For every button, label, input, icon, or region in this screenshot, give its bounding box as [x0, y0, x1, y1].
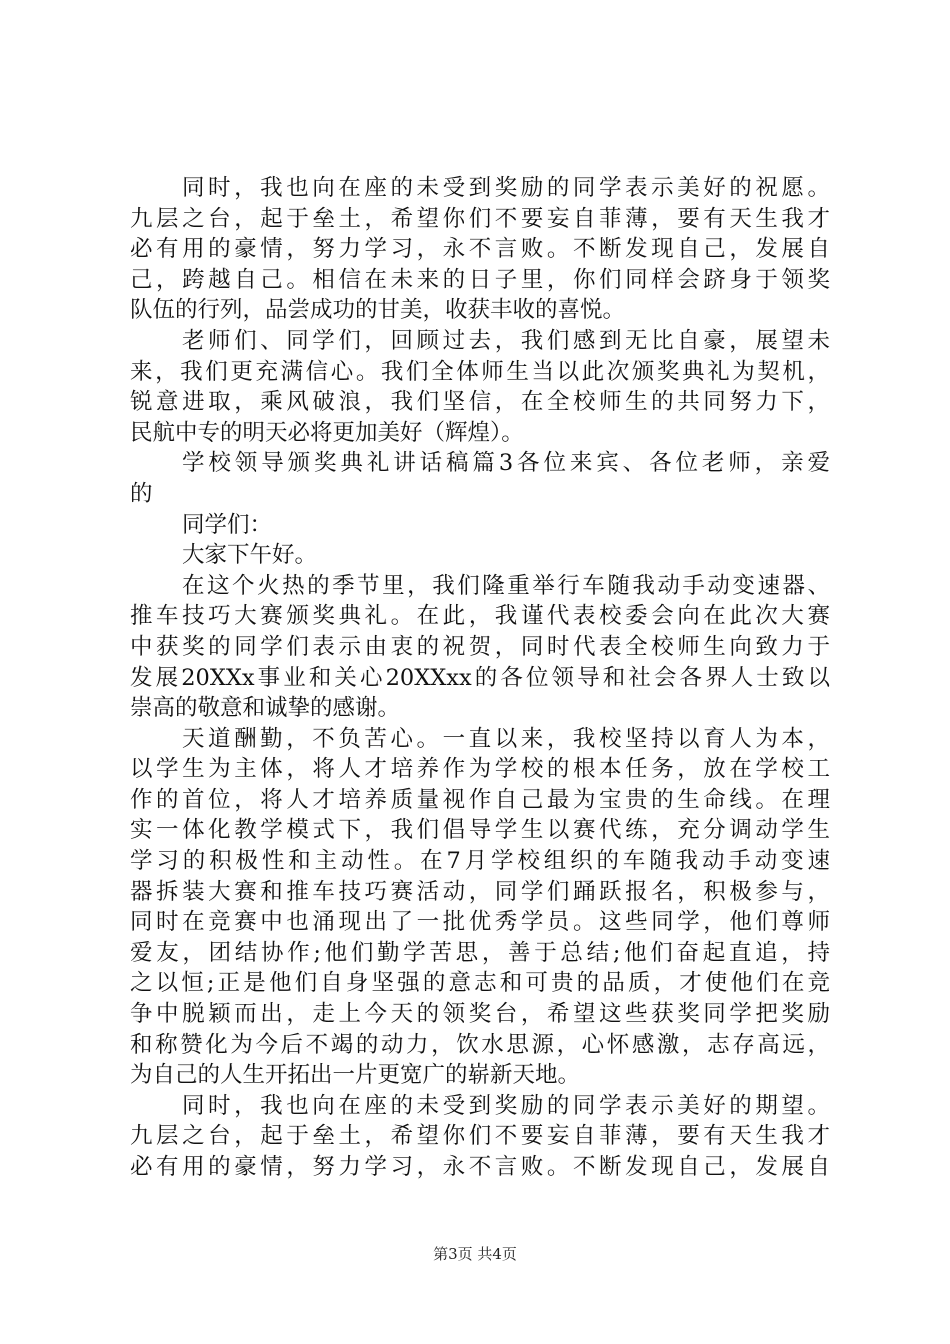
paragraph-line: 崇高的敬意和诚挚的感谢。 [130, 695, 401, 722]
paragraph-line: 必有用的豪情，努力学习，永不言败。不断发现自己，发展自 [130, 236, 830, 263]
salutation-line: 同学们： [182, 511, 273, 538]
paragraph-line: 争中脱颖而出，走上今天的领奖台，希望这些获奖同学把奖励 [130, 1001, 830, 1028]
section-heading-line: 的 [130, 480, 153, 507]
page-number-footer: 第3页 共4页 [433, 1245, 517, 1263]
paragraph-line: 同时，我也向在座的未受到奖励的同学表示美好的祝愿。 [182, 175, 830, 201]
paragraph-line: 九层之台，起于垒土，希望你们不要妄自菲薄，要有天生我才 [130, 1123, 830, 1150]
paragraph-line: 来，我们更充满信心。我们全体师生当以此次颁奖典礼为契机， [130, 358, 830, 385]
paragraph-line: 己，跨越自己。相信在未来的日子里，你们同样会跻身于领奖 [130, 266, 830, 293]
paragraph-line: 推车技巧大赛颁奖典礼。在此，我谨代表校委会向在此次大赛 [130, 603, 830, 630]
paragraph-line: 天道酬勤，不负苦心。一直以来，我校坚持以育人为本， [182, 725, 830, 752]
paragraph-line: 老师们、同学们，回顾过去，我们感到无比自豪，展望未 [182, 327, 830, 354]
paragraph-line: 学习的积极性和主动性。在7月学校组织的车随我动手动变速 [130, 848, 830, 875]
document-body [130, 173, 830, 1183]
paragraph-line: 队伍的行列，品尝成功的甘美，收获丰收的喜悦。 [130, 297, 626, 324]
paragraph-line: 同时在竞赛中也涌现出了一批优秀学员。这些同学，他们尊师 [130, 909, 830, 936]
paragraph-line: 之以恒;正是他们自身坚强的意志和可贵的品质，才使他们在竞 [130, 970, 830, 997]
paragraph-line: 必有用的豪情，努力学习，永不言败。不断发现自己，发展自 [130, 1154, 830, 1180]
paragraph-line: 和称赞化为今后不竭的动力，饮水思源，心怀感激，志存高远， [130, 1031, 830, 1058]
paragraph-line: 九层之台，起于垒土，希望你们不要妄自菲薄，要有天生我才 [130, 205, 830, 232]
paragraph-line: 发展20XXx事业和关心20XXxx的各位领导和社会各界人士致以 [130, 664, 830, 691]
section-heading-line: 学校领导颁奖典礼讲话稿篇3各位来宾、各位老师，亲爱 [182, 450, 830, 477]
paragraph-line: 作的首位，将人才培养质量视作自己最为宝贵的生命线。在理 [130, 786, 830, 813]
paragraph-line: 同时，我也向在座的未受到奖励的同学表示美好的期望。 [182, 1092, 830, 1119]
paragraph-line: 民航中专的明天必将更加美好（辉煌）。 [130, 419, 524, 446]
greeting-line: 大家下午好。 [182, 542, 318, 569]
paragraph-line: 锐意进取，乘风破浪，我们坚信，在全校师生的共同努力下， [130, 389, 830, 416]
paragraph-line: 中获奖的同学们表示由衷的祝贺，同时代表全校师生向致力于 [130, 633, 830, 660]
paragraph-line: 为自己的人生开拓出一片更宽广的崭新天地。 [130, 1062, 581, 1089]
paragraph-line: 以学生为主体，将人才培养作为学校的根本任务，放在学校工 [130, 756, 830, 783]
paragraph-line: 在这个火热的季节里，我们隆重举行车随我动手动变速器、 [182, 572, 830, 599]
paragraph-line: 实一体化教学模式下，我们倡导学生以赛代练，充分调动学生 [130, 817, 830, 844]
paragraph-line: 器拆装大赛和推车技巧赛活动，同学们踊跃报名，积极参与， [130, 878, 830, 905]
paragraph-line: 爱友，团结协作;他们勤学苦思，善于总结;他们奋起直追，持 [130, 939, 830, 966]
